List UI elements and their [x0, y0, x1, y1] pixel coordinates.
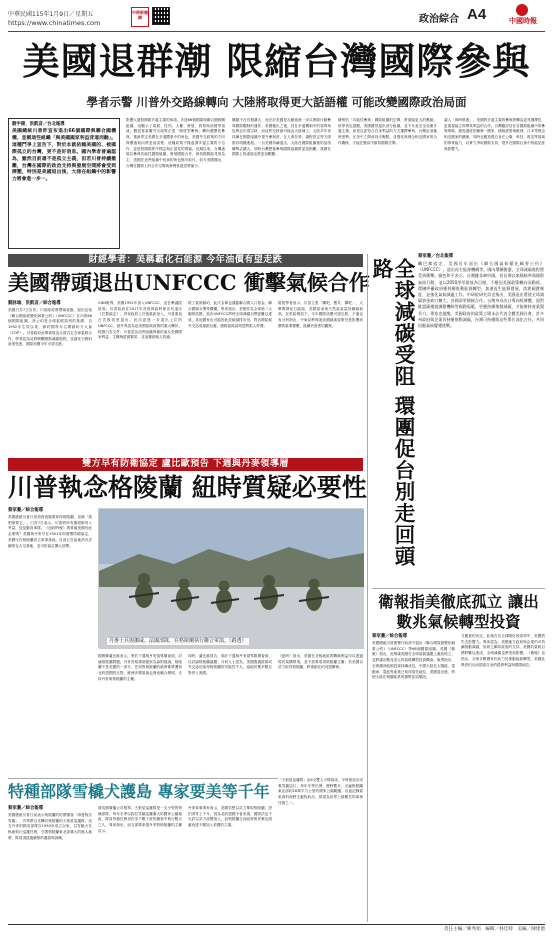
- masthead-rule: [8, 31, 545, 32]
- unfccc-story: [8, 301, 363, 455]
- lead-column-3: 優勢的「功能性參與」國際組織的空間，將面臨更大的壓縮。但學者也提醒，美國雖然退出部分組織，並不代表完全放棄多邊主義，而是以更符合自身利益的方式選擇參與，台灣必須審時度勢，在美中之間尋找平衡點，並強化與理念相近國家的合作關係，才能在變局中維持國際空間。: [338, 118, 437, 145]
- headline-invest: 衛報指美徹底孤立 讓出數兆氣候轉型投資: [378, 592, 539, 631]
- sas-rule: [8, 778, 278, 779]
- kicker-greenland: 雙方早有防衛協定 盧比歐預告 下週與丹麥領導層: [8, 458, 363, 471]
- headline-unfccc: 美國帶頭退出UNFCCC 衝擊氣候合作: [8, 270, 370, 295]
- lead-column-2: 關鍵不在有無擴大，而在於美國是否願意進一步以實際行動參與國際體制的運作。美國撤出之後，其在多邊機制中的領導角色勢必出現空缺，而這些空缺最可能由大陸補上；大陸多年來持續在國際組織中提升參與度，在人事任命、議程設定等方面都有明顯進展。一旦美國持續退出，大陸在國際組織裡的話語權勢必擴大，屆時台灣想要參與國際組織將更加困難，我國在國際上的處境也將更加艱難。: [232, 118, 331, 157]
- invest-column-1: 美國總統川普簽署行政命令退出《聯合國氣候變化綱要公約》（UNFCCC）等66個國際組織。英國《衛報》指出，此舉讓美國在全球氣候議題上徹底孤立，並將讓出數兆美元的氣候轉型投資機會。報導指出，全球潔淨能源投資持續成長，中國大陸在太陽能、電動車、電池等產業已取得領先地位，美國退出後，將使大陸在相關產業的優勢更加鞏固。: [372, 641, 455, 680]
- invest-story: [372, 634, 545, 904]
- site-url: https://www.chinatimes.com: [8, 19, 101, 27]
- logo-text: 中國時報: [509, 17, 537, 25]
- column-divider: [367, 254, 368, 922]
- climate-story: [369, 254, 545, 584]
- page-number: A4: [467, 6, 487, 23]
- sas-column-4: 「天狼星巡邏隊」由6支雙人小隊組成，平時需徒步或乘雪橇巡行，每年冬季出發，歷時數月，走遍格陵蘭東北部約16萬平方公里的國家公園範圍，沿途記錄氣象資料與野生動物狀況，被視為世界上最艱苦的軍事任務之一。: [278, 778, 363, 805]
- greenland-soldiers-photo: [98, 508, 363, 648]
- climate-vertical-title: 全球減碳受阻 環團促台別走回頭路: [369, 258, 415, 568]
- soldiers-illustration: [99, 509, 364, 649]
- climate-byline: 蔡家蓁／台北報導: [418, 254, 454, 259]
- unfccc-column-3: 除了氣候條約，此次名單也涵蓋聯合國人口基金、聯合國婦女署等機構。學者指出，美國作為全球第二大碳排放國，退出UNFCCC將使全球減碳目標更難以達成，其他國家也可能因此放緩減排步伐，對各國氣候外交造成連鎖反應，國際氣候談判恐將陷入停滯。: [188, 301, 272, 328]
- greenland-column-3: 同時，盧比歐曾告，預計下週與丹麥領導階層會面，以討論格陵蘭議題；分析人士認為，美國透過經濟或外交途徑取得格陵蘭的可能性不大，當地民眾多數反對併入美國。: [188, 654, 272, 676]
- issue-date: 中華民國115年1月9日／星期五: [8, 11, 94, 18]
- footer-rule: [8, 924, 545, 925]
- greenland-story: [8, 508, 363, 920]
- greenland-byline: 蔡家蓁／綜合報導: [8, 508, 44, 513]
- main-headline: 美國退群潮 限縮台灣國際參與: [22, 39, 531, 83]
- sub-headline: 學者示警 川普外交路線轉向 大陸將取得更大話語權 可能改變國際政治局面: [86, 95, 467, 109]
- headline-greenland: 川普執念格陵蘭 紐時質疑必要性: [8, 473, 367, 502]
- unfccc-column-2: CNN報導，美國1992年加入UNFCCC，並在參議院批准。川普政府在2017年首度執政時即宣布退出《巴黎協定》，拜登政府上任後重新加入，川普重返白宮後再度退出。此次更進一步退出上位的UNFCCC，被外界認為是美國氣候政策的重大轉折。根據白宮文件，川普認為這些組織與條約違反美國國家利益、主權與經濟繁榮，並浪費納稅人的錢。: [98, 301, 182, 340]
- invest-byline: 蔡家蓁／綜合報導: [372, 634, 408, 639]
- unfccc-column-1: 美國白宮7日宣布，川普政府將帶頭表態，退出包括《聯合國氣候變化綱要公約》（UNFCCC）在內的66個國際組織，該公約是全球氣候談判的基礎，自1992年生效以來，締約國每年召開締約方大會（COP）。川普政府此舉被視為全面否定全球氣候合作，學者認為這將衝擊國際減碳進程，並讓化石燃料產業受惠，國際油價今年可望走跌。: [8, 308, 92, 347]
- small-logo-text: 中時新聞網: [132, 10, 148, 20]
- paper-logo: [504, 4, 542, 32]
- section-name: 政治綜合: [419, 14, 459, 25]
- lead-column-4: 讓人「與時俱進」，美國對多邊主義的參與將轉為更具選擇性，更重視能立即帶來利益的合作。台灣應評估在各國際組織中的參與策略，避免過度依賴單一國家，積極經營與歐洲、日本等理念相近國家的關係。同時也應加強自身在公衛、科技、救災等領域的專業能力，以實力爭取國際支持，提升在國際社會中的能見度與影響力。: [444, 118, 545, 151]
- sas-column-1: 美國總統川普日前表示格陵蘭的防禦僅靠「兩隻狗拉雪橇」，外界將目光轉向格陵蘭的天狼星巡邏隊，這支丹麥的精英部隊自1950年成立以來，以雪橇犬在極地執行巡邏任務，守護格陵蘭東北部廣大的無人地帶，隊員須經過嚴格的選拔與訓練。: [8, 813, 92, 840]
- headline-sas-text: 特種部隊雪橇犬護島 專家要美等千年: [8, 782, 270, 801]
- sas-column-3: 丹麥軍事專家表示，美國若想以武力奪取格陵蘭，恐怕得等上千年，因為北約盟國不會坐視，國際法也不允許以武力改變領土，而格陵蘭自治政府與民眾也明確表達不願加入美國的立場。: [188, 806, 272, 828]
- unfccc-column-4: 財經學者表示，川普主張「鑽吧，寶貝，鑽吧」，大舉開發化石能源，美國原油與天然氣產量持續創新高，在供給增加下，今年國際油價可望走跌。不過也有分析指出，中東局勢與產油國減產政策仍是影響油價的重要變數，後續仍需密切觀察。: [278, 301, 363, 328]
- greenland-column-1: 美國總統川普日前再度表態要取得格陵蘭，並稱「我們需要它」。白宮7日表示，川普將所有選項都列入考量，包括動用軍隊。《紐約時報》則質疑美國有此必要嗎？美國與丹麥早在1951年即簽署防衛協定，美國可在格陵蘭設立軍事基地，目前已在當地設有皮圖菲克太空基地，並可依協定擴大部署。: [8, 515, 92, 548]
- photo-caption: 丹麥士兵與挪威、法國部隊，在格陵蘭執行聯合軍演。（路透）: [109, 638, 247, 644]
- headline-sas: [8, 781, 278, 803]
- lead-column-1: 影響大過對國際多邊主義的承諾，多達66個國際與聯合國相關組織，這顯示了氣候、性別、人權、發展、貿易與治理等領域，體認著當權外交政策正從「制度型參與」轉向選擇性參與，重新界定美國在多邊體系中的角色，美國外交政策的方向與價值取向將更加清楚。這種政策不僅意謂多邊主義的不合作，更是對國際秩序穩定與正當性的質疑。長期以來，台灣處境以參與功能性國際組織、發展國際合作、保持國際能見度為主，美國在這些組織中扮演的角色無可取代，如今美國撤出，台灣在國際上的合作空間與發聲管道恐將縮小。: [126, 118, 225, 168]
- greenland-column-2: 國務卿盧比歐表示，將於下週與丹麥領導層會面，討論格陵蘭問題。丹麥首相佛瑞德里克森則強調，格陵蘭不是美國的一部分，任何對格陵蘭的威脅都將遭到北約盟國的反對，歐洲多國領袖也發表聯合聲明，支持丹麥與格陵蘭的主權。: [98, 654, 182, 681]
- lead-box: [8, 118, 120, 249]
- lead-byline: 劉宇捷、洪凱音／台北報導: [12, 122, 65, 127]
- sas-byline: 蔡家蓁／綜合報導: [8, 806, 44, 811]
- masthead: [8, 6, 545, 34]
- footer-credits: 責任主編／陳秀娟 編輯／林佳綺 美編／陳建德: [443, 927, 545, 932]
- lead-paragraph: 美國總統川普昨宣布退出66個國際與聯合國機構，並稱這些組織「與美國國家利益背道而馳」。這種鬥爭上宣告下，對於本就依賴美國的、被國際孤立的台灣，更不是好消息。國內學者普遍認為，雖然目前還不是孤立主義，但若川普持續撤離，台灣在國際的政治支持與發展空間將會受到擠壓，特別是美國退出後，大陸在組織中的影響力將會進一步一。: [12, 129, 116, 183]
- kicker-oil: 財經學者：美稱霸化石能源 今年油價有望走跌: [8, 254, 363, 267]
- invest-column-2: 又應意的決定，此後在各全球暖化的談判中，美國將失去影響力。專家認為，美國地方政府與企業仍可持續推動減碳，但缺乏聯邦政府的支持，美國的氣候目標將難以達成，全球減碳也將受到影響。《衛報》也指出，全球多數國家仍致力於推動能源轉型，美國此舉恐怕反而損害自身的經濟利益與國際地位。: [461, 634, 545, 667]
- lead-story: [8, 118, 545, 251]
- greenland-column-4: 《紐時》指出，美國在北極地區的戰略利益可以透過現有架構實現，並不需要取得格陵蘭主權；若美國以武力取得格陵蘭，將重創北約同盟關係。: [278, 654, 363, 670]
- climate-body: 繼巴黎協定，美國近年退出《聯合國氣候變化綱要公約》（UNFCCC）、退出再生能源機構等。國內環團擔憂，全球減碳進程將受到衝擊。綠色和平表示，台灣雖非締約國，但長期以來積極參與國際氣候行動，並以2050淨零排放為目標，不應因美國政策轉向而動搖。環團呼籲政府應持續推動能源轉型，加速再生能源發展，落實碳費制度，並強化氣候調適工作。中研院研究員也指出，美國退出將使全球減碳資金缺口擴大，各國須更積極合作。台灣身為出口導向經濟體，面對歐盟碳邊境調整機制等國際規範，更應持續推動減碳，才能維持產業競爭力。專家也提醒，美國政府的政策立場未必代表全體美國社會，許多州政府與企業仍持續推動減碳，台灣可持續與這些單位深化合作，共同因應氣候變遷挑戰。: [418, 261, 544, 329]
- logo-emblem-icon: [516, 4, 528, 16]
- qr-code-icon: [152, 7, 170, 25]
- unfccc-byline: 劉詠瑜、洪凱音／綜合報導: [8, 301, 61, 306]
- small-logo: [131, 7, 149, 27]
- invest-rule: [372, 588, 545, 589]
- sas-column-2: 據英國廣播公司報導，天狼星巡邏隊是一支小型的特種部隊，每年冬季以狗拉雪橇巡邏廣大的國家公園地區，隊員每趟任務須在零下數十度的嚴寒中執行數月之久，專家指出，這支部隊象徵丹麥對格陵蘭的主權宣示。: [98, 806, 182, 833]
